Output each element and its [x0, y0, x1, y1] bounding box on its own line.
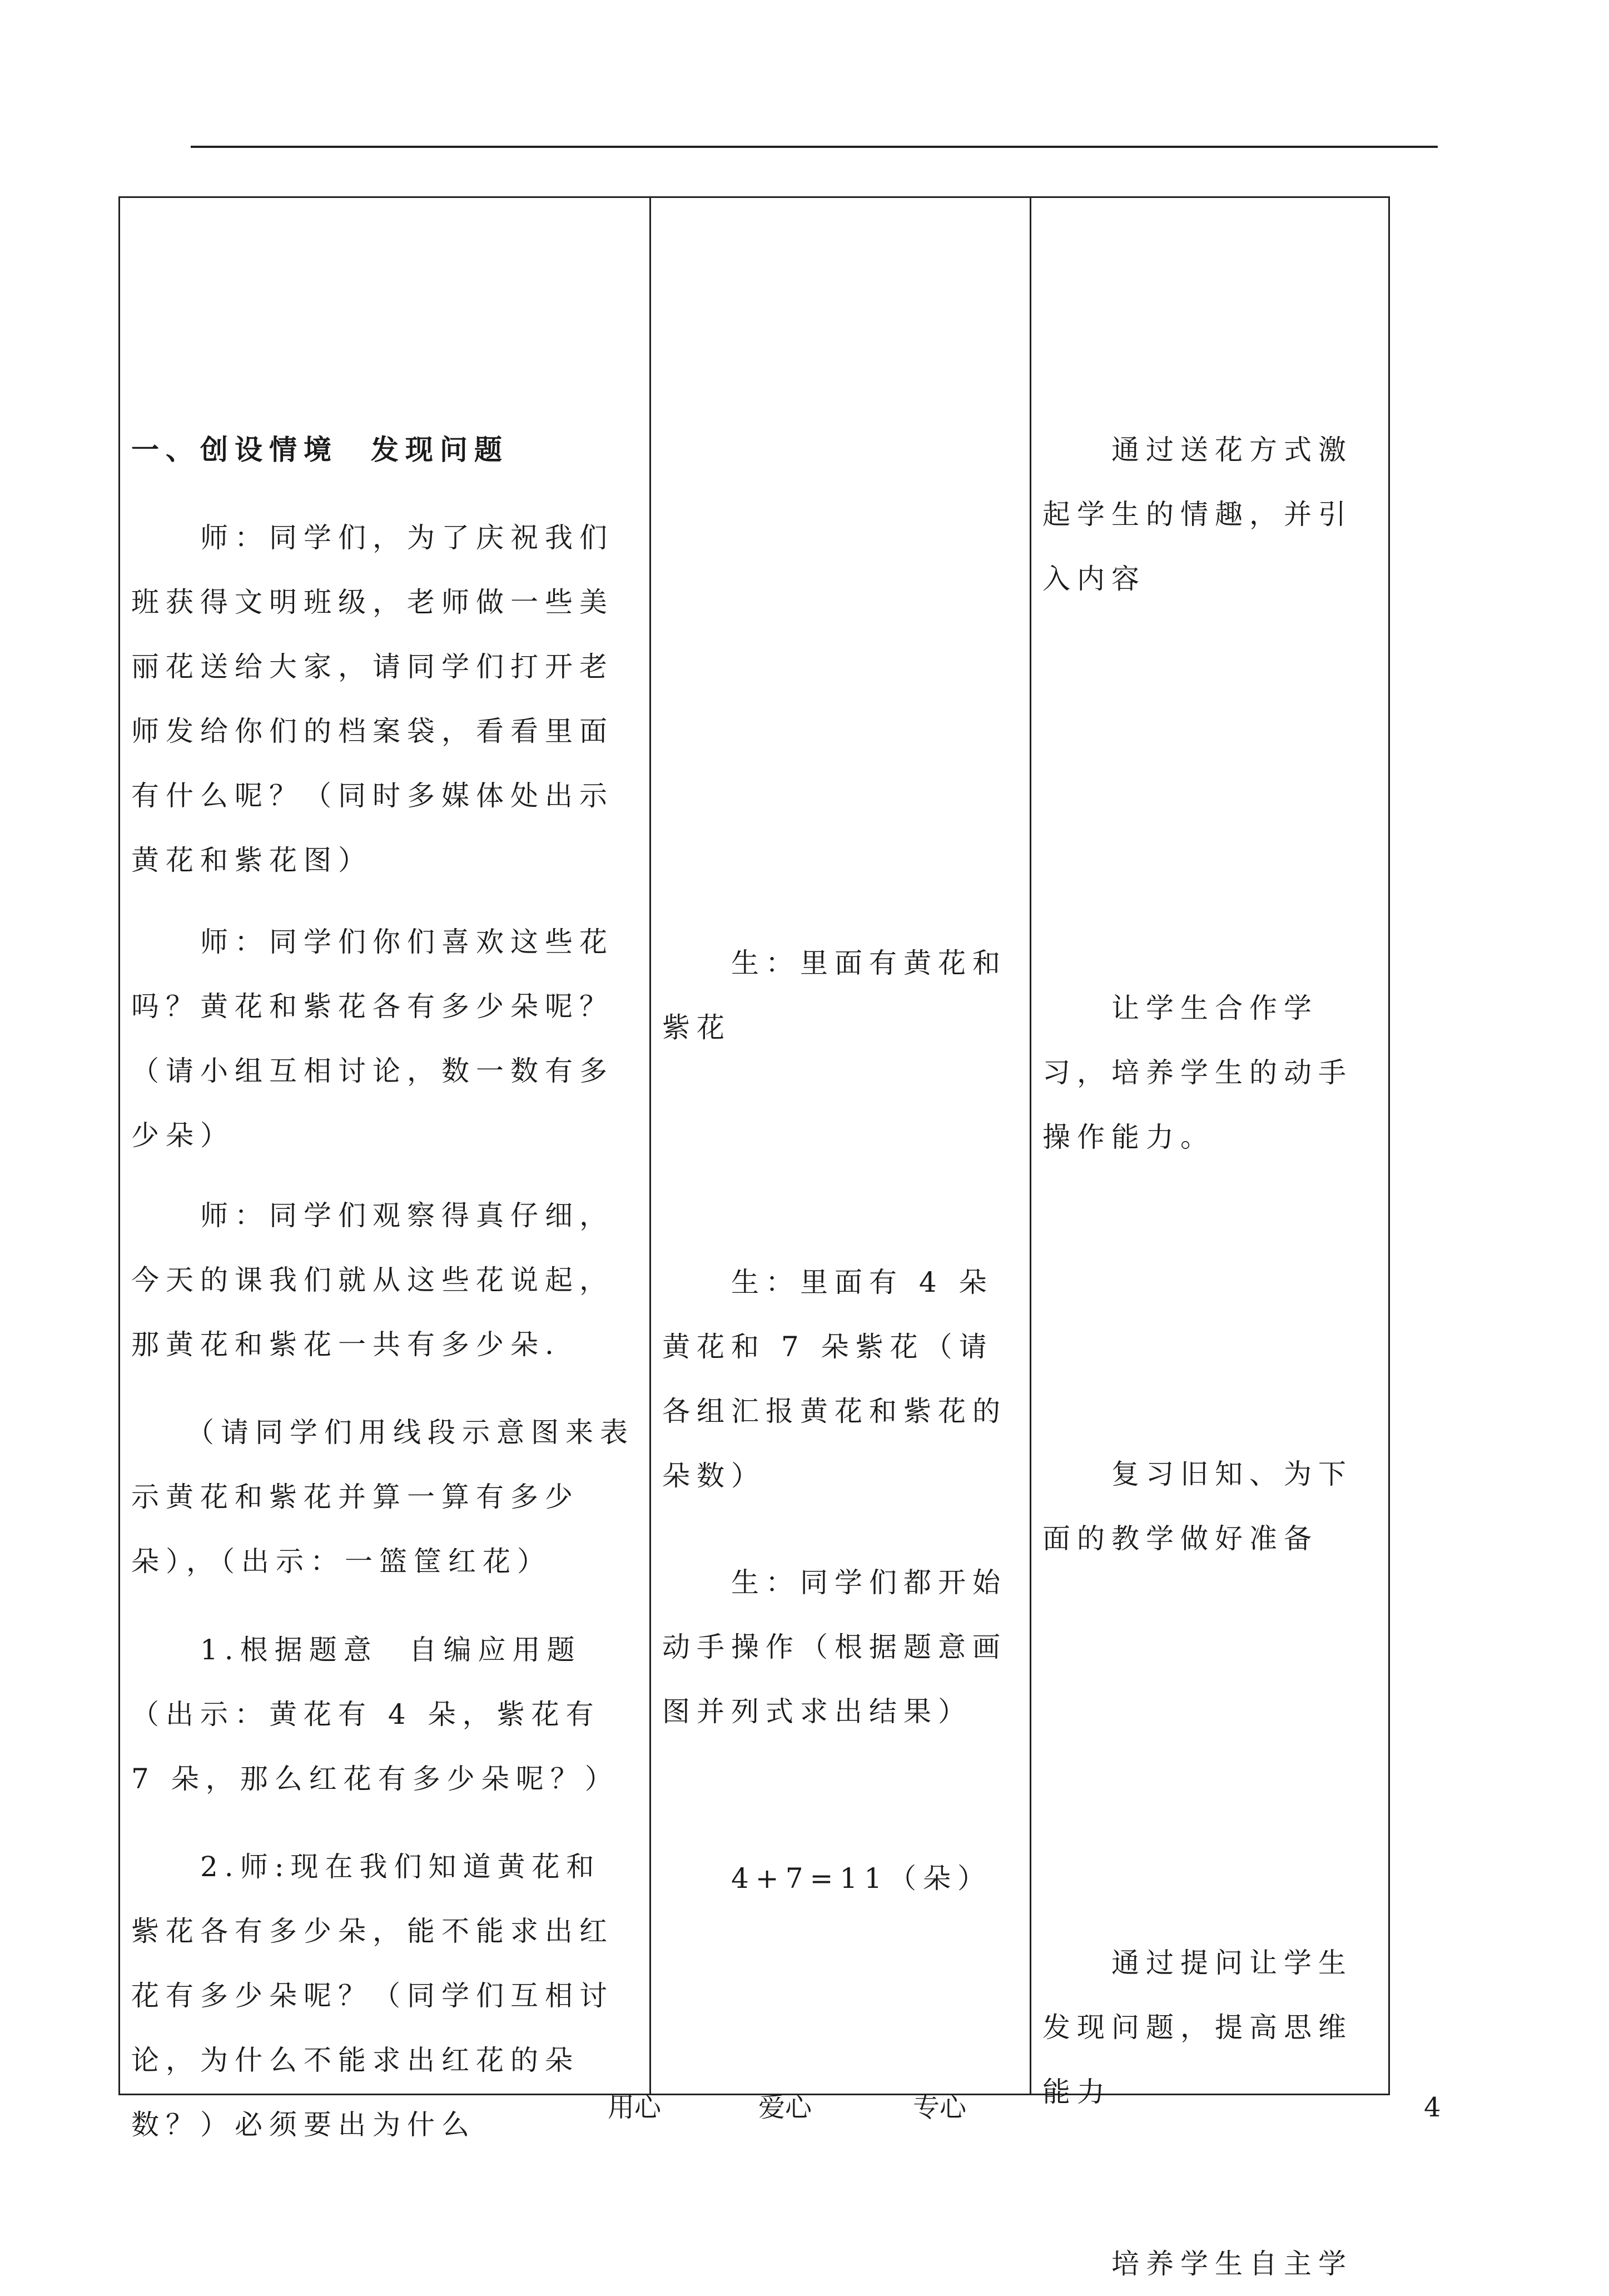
intent-paragraph: 复习旧知、为下面的教学做好准备: [1042, 1458, 1353, 1555]
teacher-paragraph: 1.根据题意 自编应用题（出示：黄花有 4 朵，紫花有 7 朵，那么红花有多少朵呢？）: [131, 1634, 619, 1795]
footer-motto: 用心: [608, 2092, 662, 2123]
student-paragraph: 生：里面有黄花和紫花: [662, 947, 1007, 1044]
student-activity-column: [651, 198, 1031, 2094]
footer-motto: 爱心: [758, 2092, 812, 2123]
intent-paragraph: 通过送花方式激起学生的情趣，并引入内容: [1042, 434, 1353, 595]
teacher-paragraph: （请同学们用线段示意图来表示黄花和紫花并算一算有多少朵），（出示：一篮筐红花）: [131, 1416, 634, 1578]
page-number: 4: [1424, 2092, 1441, 2123]
header-rule: [191, 146, 1438, 148]
student-paragraph: 4+7=11（朵）: [662, 1862, 992, 1895]
teacher-paragraph: 师：同学们，为了庆祝我们班获得文明班级，老师做一些美丽花送给大家，请同学们打开老师发给你们的档案袋，看看里面有什么呢？（同时多媒体处出示黄花和紫花图）: [131, 522, 614, 876]
section-heading: 一、创设情境 发现问题: [131, 434, 509, 466]
student-paragraph: 生：同学们都开始动手操作（根据题意画图并列式求出结果）: [662, 1566, 1007, 1728]
intent-paragraph: 培养学生自主学: [1042, 2248, 1353, 2280]
design-intent-column: [1031, 198, 1388, 2280]
teacher-paragraph: 2.师:现在我们知道黄花和紫花各有多少朵，能不能求出红花有多少朵呢？（同学们互相讨论，为什么不能求出红花的朵数？）必须要出为什么: [131, 1851, 614, 2141]
student-paragraph: 生：里面有 4 朵黄花和 7 朵紫花（请各组汇报黄花和紫花的朵数）: [662, 1266, 1007, 1492]
teacher-paragraph: 师：同学们观察得真仔细，今天的课我们就从这些花说起，那黄花和紫花一共有多少朵.: [131, 1199, 614, 1361]
teacher-paragraph: 师：同学们你们喜欢这些花吗？黄花和紫花各有多少朵呢？（请小组互相讨论，数一数有多少朵）: [131, 926, 614, 1152]
intent-paragraph: 通过提问让学生发现问题，提高思维能力: [1042, 1947, 1353, 2108]
footer-motto: 专心: [913, 2092, 967, 2123]
intent-paragraph: 让学生合作学习，培养学生的动手操作能力。: [1042, 992, 1353, 1153]
